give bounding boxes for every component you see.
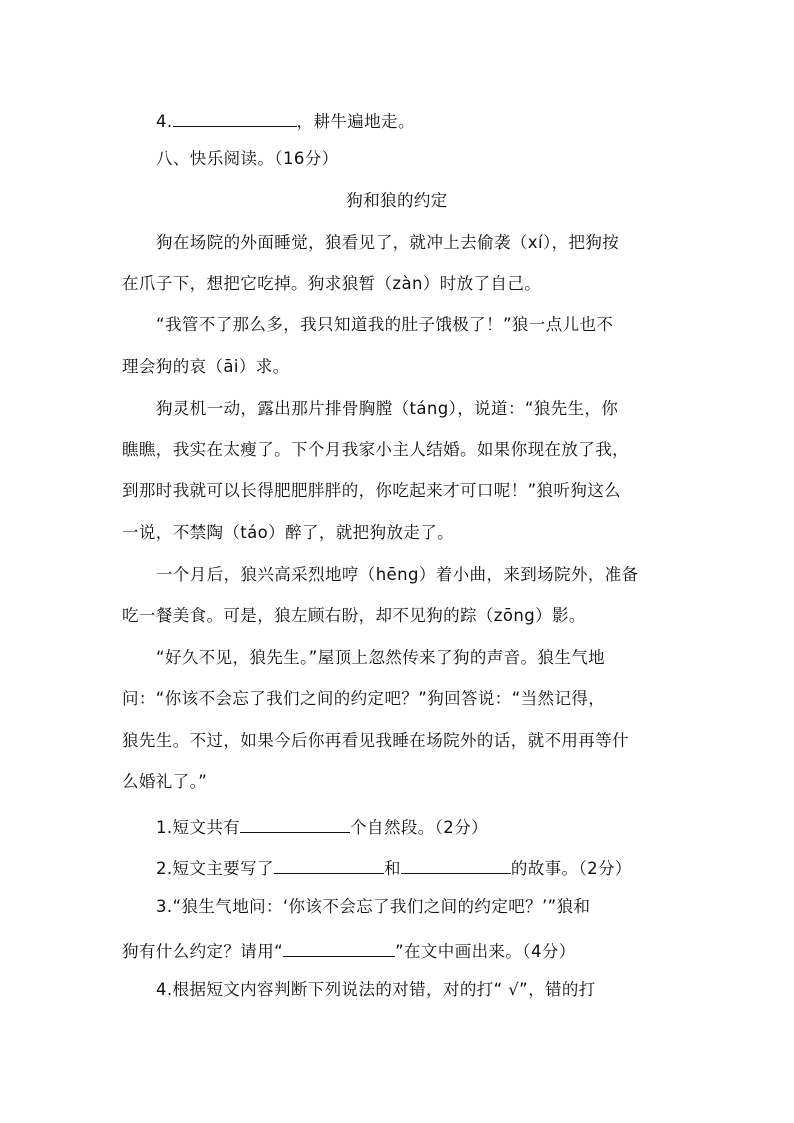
answer-blank[interactable] [274, 855, 384, 874]
story-line: 吃一餐美食。可是，狼左顾右盼，却不见狗的踪（zōng）影。 [122, 606, 586, 625]
answer-blank[interactable] [173, 108, 297, 127]
question-1-suffix: 个自然段。（2分） [350, 818, 489, 837]
fill-item-4-text: ，耕牛遍地走。 [296, 112, 415, 131]
question-1-prefix: 1.短文共有 [156, 818, 241, 837]
fill-item-4 [156, 108, 415, 132]
story-line: 在爪子下，想把它吃掉。狗求狼暂（zàn）时放了自己。 [122, 274, 542, 293]
story-line: 狼先生。不过，如果今后你再看见我睡在场院外的话，就不用再等什 [122, 731, 629, 750]
story-line: 狗灵机一动，露出那片排骨胸膛（táng），说道：“狼先生，你 [156, 399, 619, 418]
section-heading: 八、快乐阅读。（16分） [156, 149, 339, 168]
story-line: 狗在场院的外面睡觉，狼看见了，就冲上去偷袭（xí），把狗按 [156, 233, 620, 252]
answer-blank[interactable] [240, 814, 350, 833]
answer-blank[interactable] [283, 938, 395, 957]
fill-item-4-number: 4. [156, 112, 173, 131]
question-2-suffix: 的故事。（2分） [510, 859, 632, 878]
story-line: “好久不见，狼先生。”屋顶上忽然传来了狗的声音。狼生气地 [156, 648, 606, 667]
question-2-middle: 和 [383, 859, 401, 878]
story-line: 瞧瞧，我实在太瘦了。下个月我家小主人结婚。如果你现在放了我， [122, 440, 629, 459]
question-2-prefix: 2.短文主要写了 [156, 859, 274, 878]
question-3-line-1: 3.“狼生气地问：‘你该不会忘了我们之间的约定吧？’”狼和 [156, 897, 591, 916]
story-line: 理会狗的哀（āi）求。 [122, 357, 290, 376]
question-4-line-1: 4.根据短文内容判断下列说法的对错，对的打“ √”，错的打 [156, 980, 596, 999]
story-line: 问：“你该不会忘了我们之间的约定吧？”狗回答说：“当然记得， [122, 689, 606, 708]
question-1 [156, 814, 488, 838]
question-2 [156, 855, 632, 879]
story-title: 狗和狼的约定 [346, 191, 448, 210]
question-3-line-2 [122, 938, 576, 962]
story-line: 一个月后，狼兴高采烈地哼（hēng）着小曲，来到场院外，准备 [156, 565, 639, 584]
story-line: “我管不了那么多，我只知道我的肚子饿极了！”狼一点儿也不 [156, 315, 614, 334]
story-line: 一说，不禁陶（táo）醉了，就把狗放走了。 [122, 523, 455, 542]
story-line: 么婚礼了。” [122, 772, 208, 791]
story-line: 到那时我就可以长得肥肥胖胖的，你吃起来才可口呢！”狼听狗这么 [122, 481, 622, 500]
question-3-prefix: 狗有什么约定？请用“ [122, 942, 284, 961]
answer-blank[interactable] [401, 855, 511, 874]
question-3-suffix: ”在文中画出来。（4分） [395, 942, 576, 961]
